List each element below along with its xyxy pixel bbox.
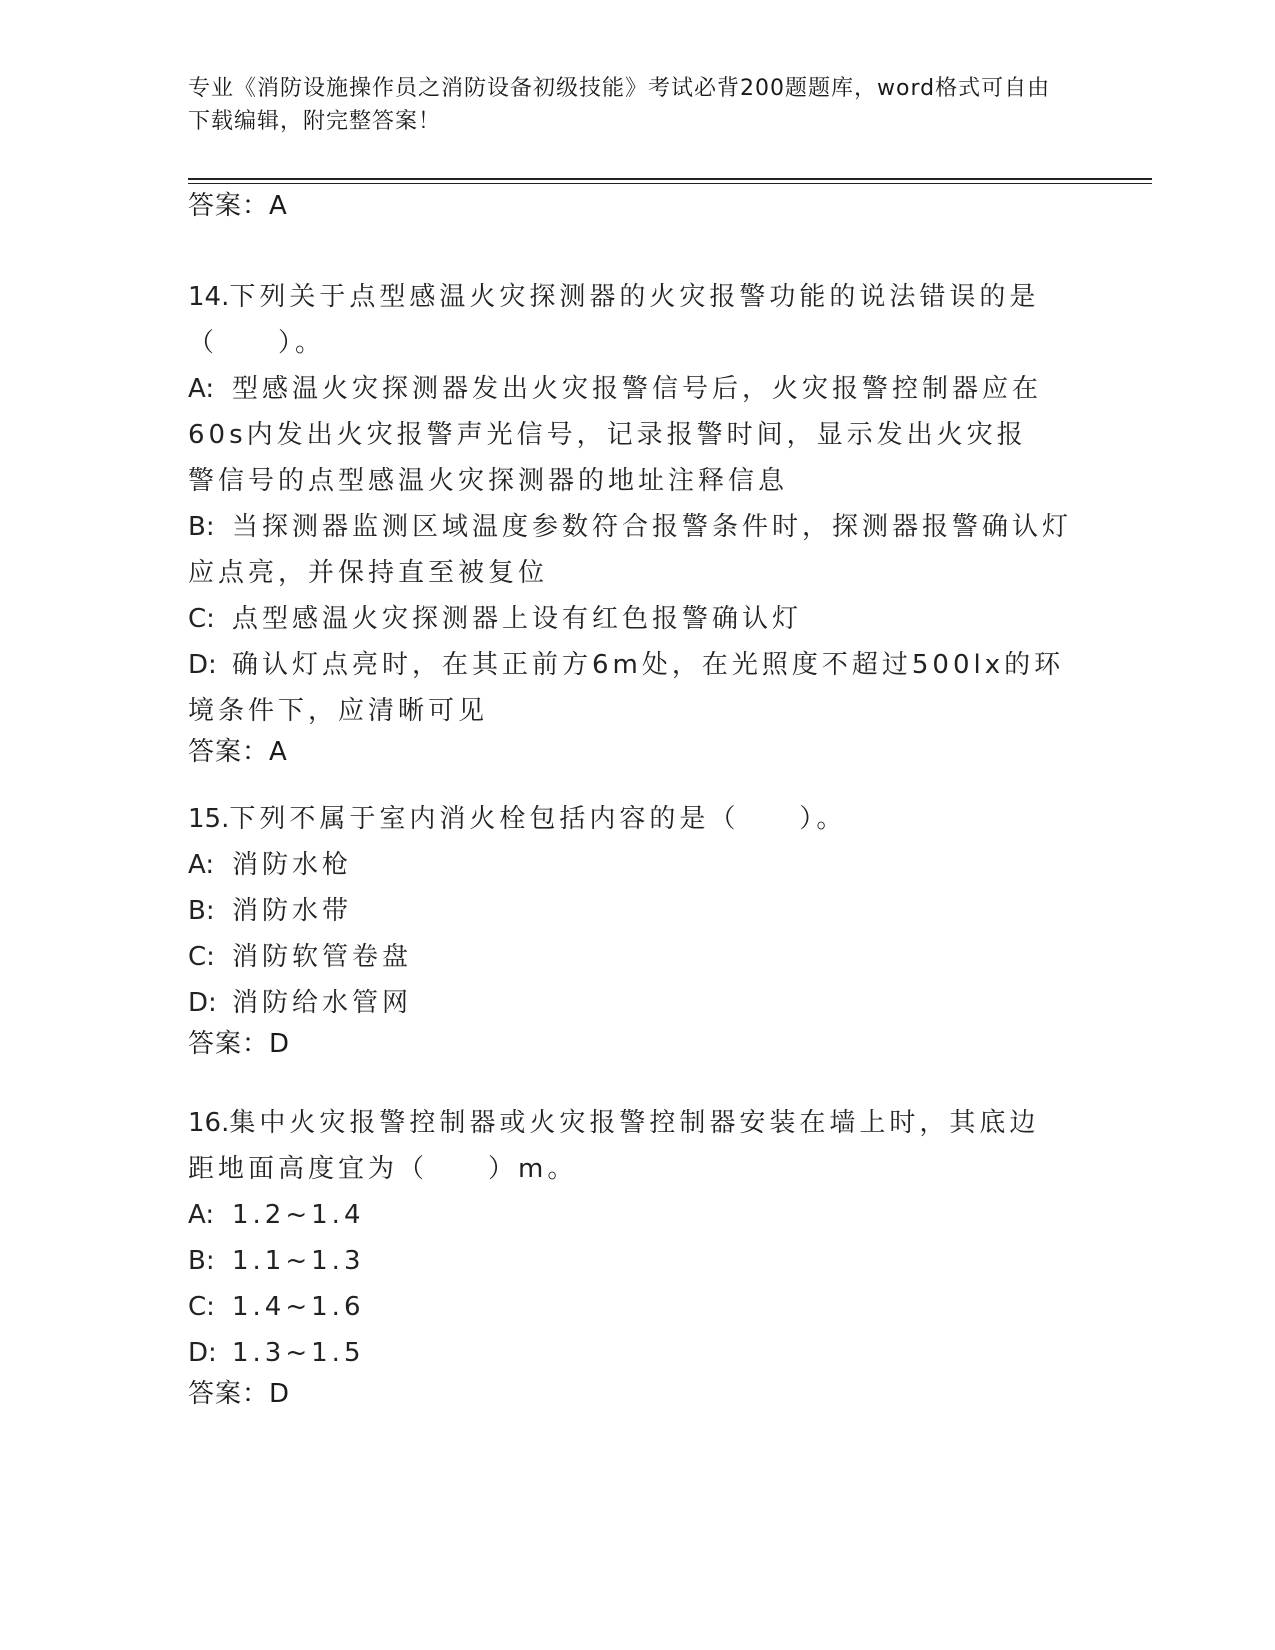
- option-text: 1.3~1.5: [232, 1338, 365, 1368]
- question-block: [188, 274, 1088, 770]
- option: [188, 1238, 1088, 1284]
- option: [188, 1192, 1088, 1238]
- question-stem: [188, 274, 1058, 366]
- option-text: 消防水带: [232, 896, 353, 926]
- question-text: 集中火灾报警控制器或火灾报警控制器安装在墙上时，其底边距地面高度宜为（ ）m。: [188, 1108, 1040, 1184]
- option-text: 消防软管卷盘: [232, 942, 413, 972]
- question-number: 16.: [188, 1108, 230, 1138]
- question-block: [188, 796, 1088, 1062]
- option-letter: D:: [188, 988, 217, 1018]
- question-stem: [188, 796, 1088, 842]
- option: [188, 980, 1088, 1026]
- option: [188, 934, 1088, 980]
- option: [188, 642, 1088, 734]
- option-text: 确认灯点亮时，在其正前方6m处，在光照度不超过500lx的环境条件下，应清晰可见: [188, 650, 1065, 726]
- header-divider: [188, 178, 1152, 180]
- option-letter: B:: [188, 512, 215, 542]
- option: [188, 842, 1088, 888]
- question-stem: [188, 1100, 1058, 1192]
- option: [188, 1330, 1088, 1376]
- option-letter: C:: [188, 1292, 215, 1322]
- option: [188, 366, 1088, 504]
- option-letter: A:: [188, 374, 215, 404]
- document-header: 专业《消防设施操作员之消防设备初级技能》考试必背200题题库，word格式可自由下载编辑，附完整答案！: [188, 76, 1051, 134]
- option-text: 消防水枪: [232, 850, 353, 880]
- header-divider-thin: [188, 183, 1152, 184]
- option-letter: C:: [188, 942, 215, 972]
- option: [188, 1284, 1088, 1330]
- option-letter: A:: [188, 1200, 215, 1230]
- option-text: 1.1~1.3: [232, 1246, 365, 1276]
- option-letter: A:: [188, 850, 215, 880]
- option-letter: D:: [188, 650, 217, 680]
- option: [188, 596, 1088, 642]
- answer-line: 答案：A: [188, 737, 288, 767]
- option: [188, 888, 1088, 934]
- option-text: 型感温火灾探测器发出火灾报警信号后，火灾报警控制器应在60s内发出火灾报警声光信号，记录报警时间，显示发出火灾报警信号的点型感温火灾探测器的地址注释信息: [188, 374, 1043, 496]
- answer-line: 答案：D: [188, 1029, 291, 1059]
- question-block: [188, 1100, 1088, 1412]
- option-text: 当探测器监测区域温度参数符合报警条件时，探测器报警确认灯应点亮，并保持直至被复位: [188, 512, 1073, 588]
- answer-line: 答案：A: [188, 191, 288, 221]
- option-letter: B:: [188, 896, 215, 926]
- option-text: 消防给水管网: [232, 988, 413, 1018]
- question-text: 下列关于点型感温火灾探测器的火灾报警功能的说法错误的是（ ）。: [188, 282, 1040, 358]
- question-text: 下列不属于室内消火栓包括内容的是（ ）。: [229, 804, 847, 834]
- option-text: 1.2~1.4: [232, 1200, 365, 1230]
- answer-line: 答案：D: [188, 1379, 291, 1409]
- question-number: 14.: [188, 282, 230, 312]
- question-number: 15.: [188, 804, 230, 834]
- option-text: 点型感温火灾探测器上设有红色报警确认灯: [232, 604, 803, 634]
- option-letter: D:: [188, 1338, 217, 1368]
- option-text: 1.4~1.6: [232, 1292, 365, 1322]
- option-letter: C:: [188, 604, 215, 634]
- option: [188, 504, 1088, 596]
- option-letter: B:: [188, 1246, 215, 1276]
